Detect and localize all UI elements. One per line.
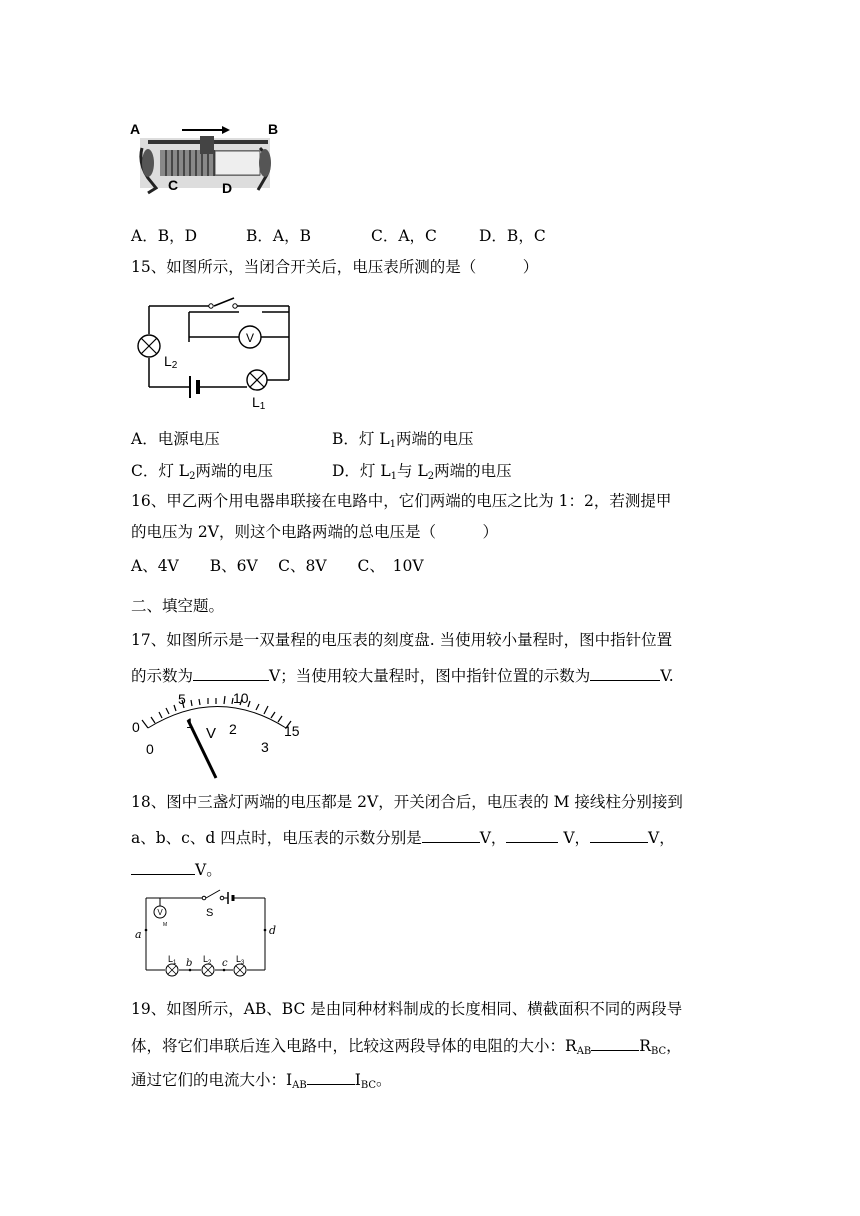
dial-bottom-label-0: 0 bbox=[146, 741, 154, 757]
dial-bottom-label-1: 1 bbox=[186, 715, 194, 731]
q18-point-d: d bbox=[269, 924, 277, 937]
dial-bottom-label-3: 3 bbox=[261, 739, 269, 755]
q18-blank-1[interactable] bbox=[422, 826, 480, 843]
q18-point-b: b bbox=[186, 958, 193, 969]
q18-blank-3[interactable] bbox=[590, 826, 648, 843]
q18-terminal-m: M bbox=[163, 922, 168, 928]
q15-circuit-figure bbox=[134, 292, 294, 414]
section-title: 二、填空题。 bbox=[131, 597, 225, 615]
q15-lamp-l1-label: L1 bbox=[252, 394, 266, 412]
q18-voltmeter-v: V bbox=[157, 908, 163, 917]
q14-option-c: C．A，C bbox=[371, 227, 437, 245]
voltmeter-dial-figure bbox=[128, 690, 308, 782]
rheostat-figure bbox=[130, 118, 280, 203]
q17-line1: 17、如图所示是一双量程的电压表的刻度盘. 当使用较小量程时，图中指针位置 bbox=[131, 631, 673, 649]
q18-lamp-l2-label: $L_2$ bbox=[203, 954, 212, 966]
q15-voltmeter-v: V bbox=[245, 331, 255, 345]
q18-lamp-l3-label: $L_3$ bbox=[236, 954, 245, 966]
rheostat-label-c: C bbox=[168, 177, 179, 193]
q15-option-b: B．灯 $L_1$两端的电压 bbox=[332, 430, 474, 450]
q19-line1: 19、如图所示，AB、BC 是由同种材料制成的长度相同、横截面积不同的两段导 bbox=[131, 1000, 683, 1018]
q19-line2: 体，将它们串联后连入电路中，比较这两段导体的电阻的大小：$R_{AB}$ $R_{BC}$， bbox=[131, 1034, 682, 1062]
q18-line3: V。 bbox=[131, 858, 222, 880]
q15-stem: 15、如图所示，当闭合开关后，电压表所测的是（ ） bbox=[131, 258, 539, 276]
q19-blank-current[interactable] bbox=[307, 1068, 355, 1085]
q14-option-b: B．A，B bbox=[246, 227, 311, 245]
q15-option-c: C．灯 $L_2$两端的电压 bbox=[131, 462, 273, 482]
q19-blank-resistance[interactable] bbox=[591, 1034, 639, 1051]
q14-option-a: A．B，D bbox=[131, 227, 198, 245]
q18-blank-2[interactable] bbox=[506, 826, 558, 843]
q17-blank-2[interactable] bbox=[590, 664, 660, 681]
q16-options: A、4V B、6V C、8V C、 10V bbox=[131, 557, 424, 575]
q18-lamp-l1-label: $L_1$ bbox=[168, 954, 177, 966]
rheostat-label-b: B bbox=[268, 121, 279, 137]
dial-top-label-0: 0 bbox=[132, 719, 140, 735]
q16-line1: 16、甲乙两个用电器串联接在电路中，它们两端的电压之比为 1：2，若测提甲 bbox=[131, 492, 672, 510]
q18-circuit-figure bbox=[132, 882, 278, 982]
dial-unit-v: V bbox=[206, 725, 217, 742]
q14-option-d: D．B，C bbox=[479, 227, 546, 245]
q18-line2: a、b、c、d 四点时，电压表的示数分别是 V， V， V， bbox=[131, 826, 675, 848]
q18-point-a: a bbox=[135, 928, 142, 941]
q18-switch-label: S bbox=[206, 907, 214, 919]
q17-blank-1[interactable] bbox=[193, 664, 269, 681]
q15-option-a: A．电源电压 bbox=[131, 430, 220, 448]
dial-top-label-10: 10 bbox=[233, 690, 249, 706]
q18-blank-4[interactable] bbox=[131, 858, 195, 875]
q15-option-d: D．灯 $L_1$与 $L_2$两端的电压 bbox=[332, 462, 512, 482]
q18-line1: 18、图中三盏灯两端的电压都是 2V，开关闭合后，电压表的 M 接线柱分别接到 bbox=[131, 793, 683, 811]
rheostat-label-d: D bbox=[222, 180, 233, 196]
q17-line2: 的示数为 V；当使用较大量程时，图中指针位置的示数为 V. bbox=[131, 664, 674, 686]
q19-line3: 通过它们的电流大小：$I_{AB}$ $I_{BC}$。 bbox=[131, 1068, 392, 1096]
dial-top-label-15: 15 bbox=[284, 723, 300, 739]
q18-point-c: c bbox=[222, 958, 228, 969]
rheostat-label-a: A bbox=[130, 121, 141, 137]
q16-line2: 的电压为 2V，则这个电路两端的总电压是（ ） bbox=[131, 523, 498, 541]
dial-top-label-5: 5 bbox=[178, 691, 186, 707]
dial-bottom-label-2: 2 bbox=[229, 721, 237, 737]
q15-lamp-l2-label: L2 bbox=[164, 353, 178, 371]
